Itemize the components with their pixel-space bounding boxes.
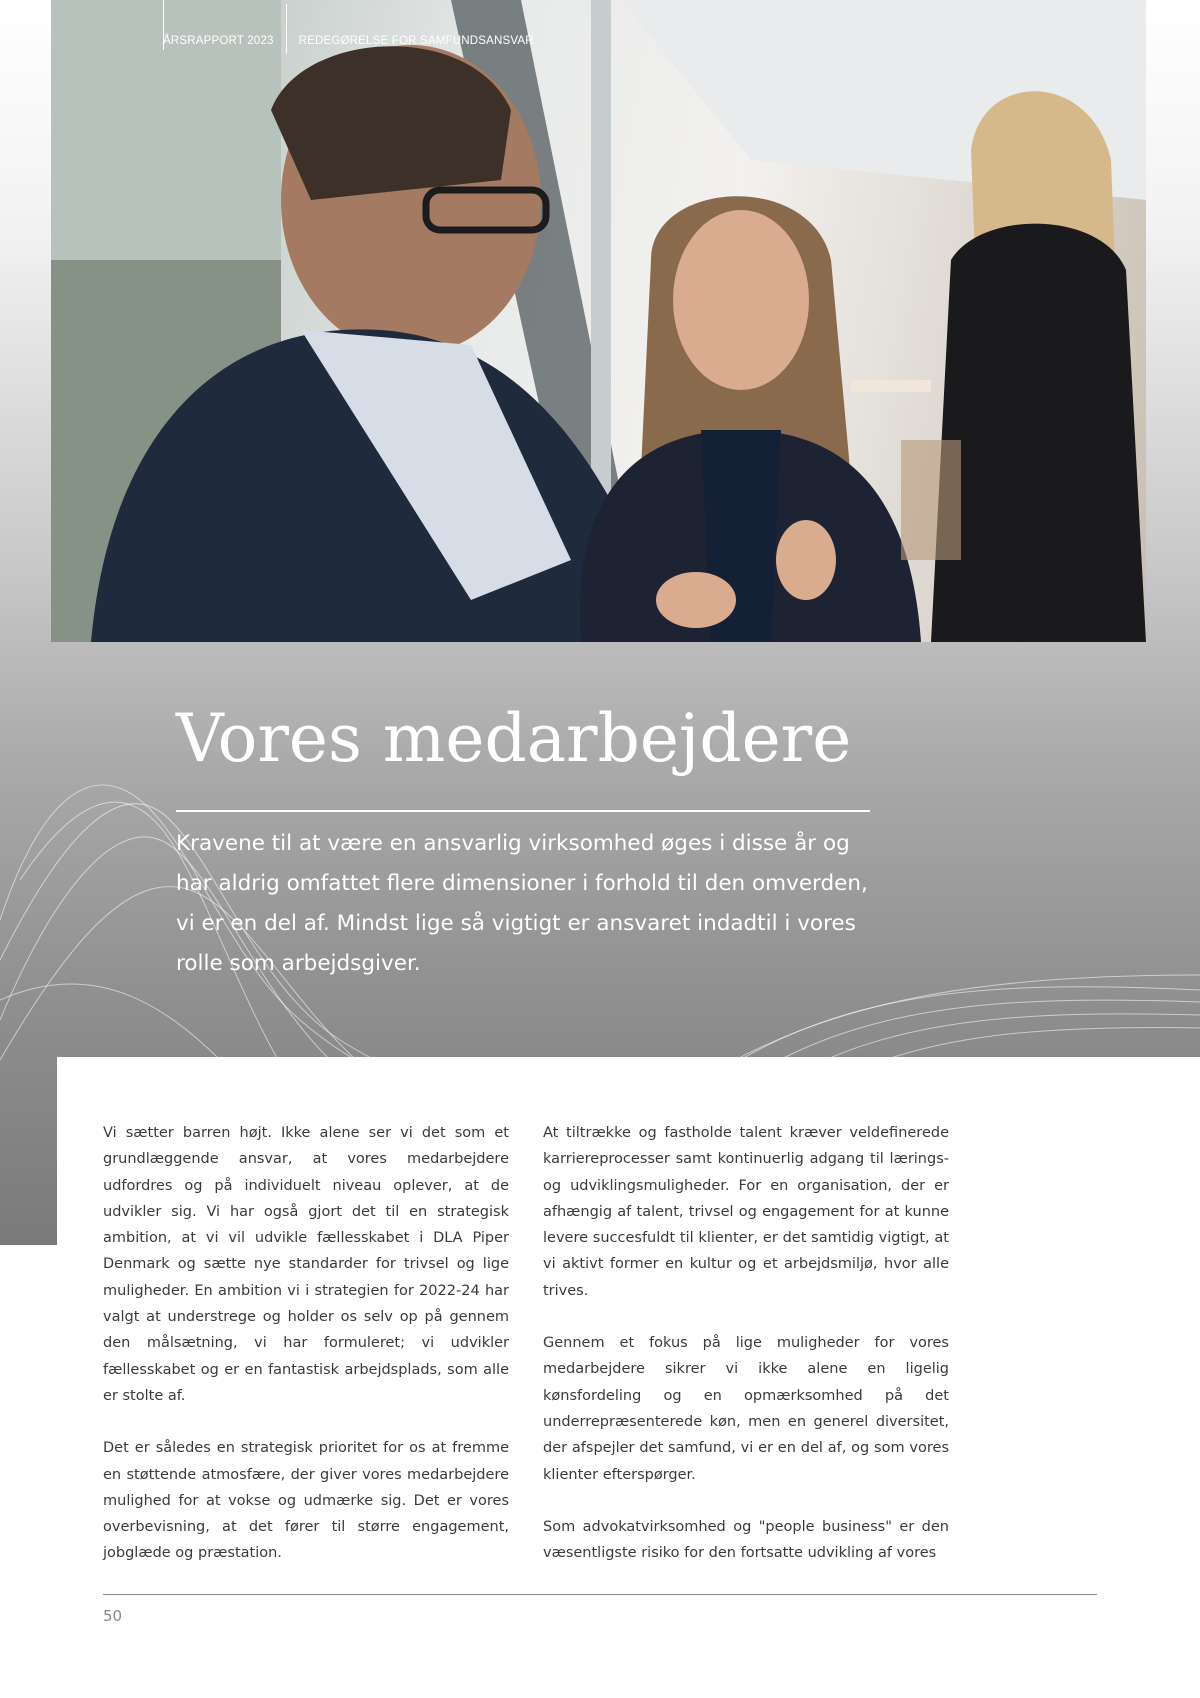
section-label: REDEGØRELSE FOR SAMFUNDSANSVAR bbox=[298, 35, 534, 47]
body-paragraph: Det er således en strategisk prioritet for os at fremme en støttende atmosfære, der giver vores medarbejdere mulighed for at vokse og udmærke sig. Det er vores overbevisning, at det fører til større engagement, jobglæde og præstation. bbox=[103, 1440, 509, 1562]
right-column bbox=[543, 1120, 949, 1592]
left-column bbox=[103, 1120, 509, 1593]
running-header bbox=[163, 30, 534, 52]
intro-paragraph: Kravene til at være en ansvarlig virksomhed øges i disse år og har aldrig omfattet flere dimensioner i forhold til den omverden, vi er en del af. Mindst lige så vigtigt er ansvaret indadtil i vores rolle som arbejdsgiver. bbox=[176, 831, 868, 976]
body-paragraph: Vi sætter barren højt. Ikke alene ser vi det som et grundlæggende ansvar, at vores medarbejdere udfordres og på individuelt niveau oplever, at de udvikler sig. Vi har også gjort det til en strategisk ambition, at vi vil udvikle fællesskabet i DLA Piper Denmark og sætte nye standarder for trivsel og lige muligheder. En ambition vi i strategien for 2022-24 har valgt at understrege og holder os selv op på gennem den målsætning, vi har formuleret; vi udvikler fællesskabet og er en fantastisk arbejdsplads, som alle er stolte af. bbox=[103, 1125, 509, 1404]
header-divider bbox=[286, 4, 287, 54]
body-paragraph: Som advokatvirksomhed og "people business" er den væsentligste risiko for den fortsatte udvikling af vores bbox=[543, 1518, 949, 1562]
page-title: Vores medarbejdere bbox=[176, 700, 852, 777]
title-underline bbox=[176, 810, 870, 812]
page-number: 50 bbox=[103, 1607, 123, 1625]
body-paragraph: At tiltrække og fastholde talent kræver veldefinerede karriereprocesser samt kontinuerlig adgang til lærings- og udviklingsmuligheder. For en organisation, der er afhængig af talent, trivsel og engagement for at kunne levere succesfuldt til klienter, er det samtidig vigtigt, at vi aktivt former en kultur og et arbejdsmiljø, hvor alle trives. bbox=[543, 1125, 949, 1299]
body-paragraph: Gennem et fokus på lige muligheder for vores medarbejdere sikrer vi ikke alene en ligelig kønsfordeling og en opmærksomhed på det underrepræsenterede køn, men en generel diversitet, der afspejler det samfund, vi er en del af, og som vores klienter efterspørger. bbox=[543, 1335, 949, 1483]
hero-photo bbox=[51, 0, 1146, 642]
report-label: ÅRSRAPPORT 2023 bbox=[163, 35, 274, 47]
footer-divider bbox=[103, 1594, 1097, 1595]
hero-photo-illustration bbox=[51, 0, 1146, 642]
